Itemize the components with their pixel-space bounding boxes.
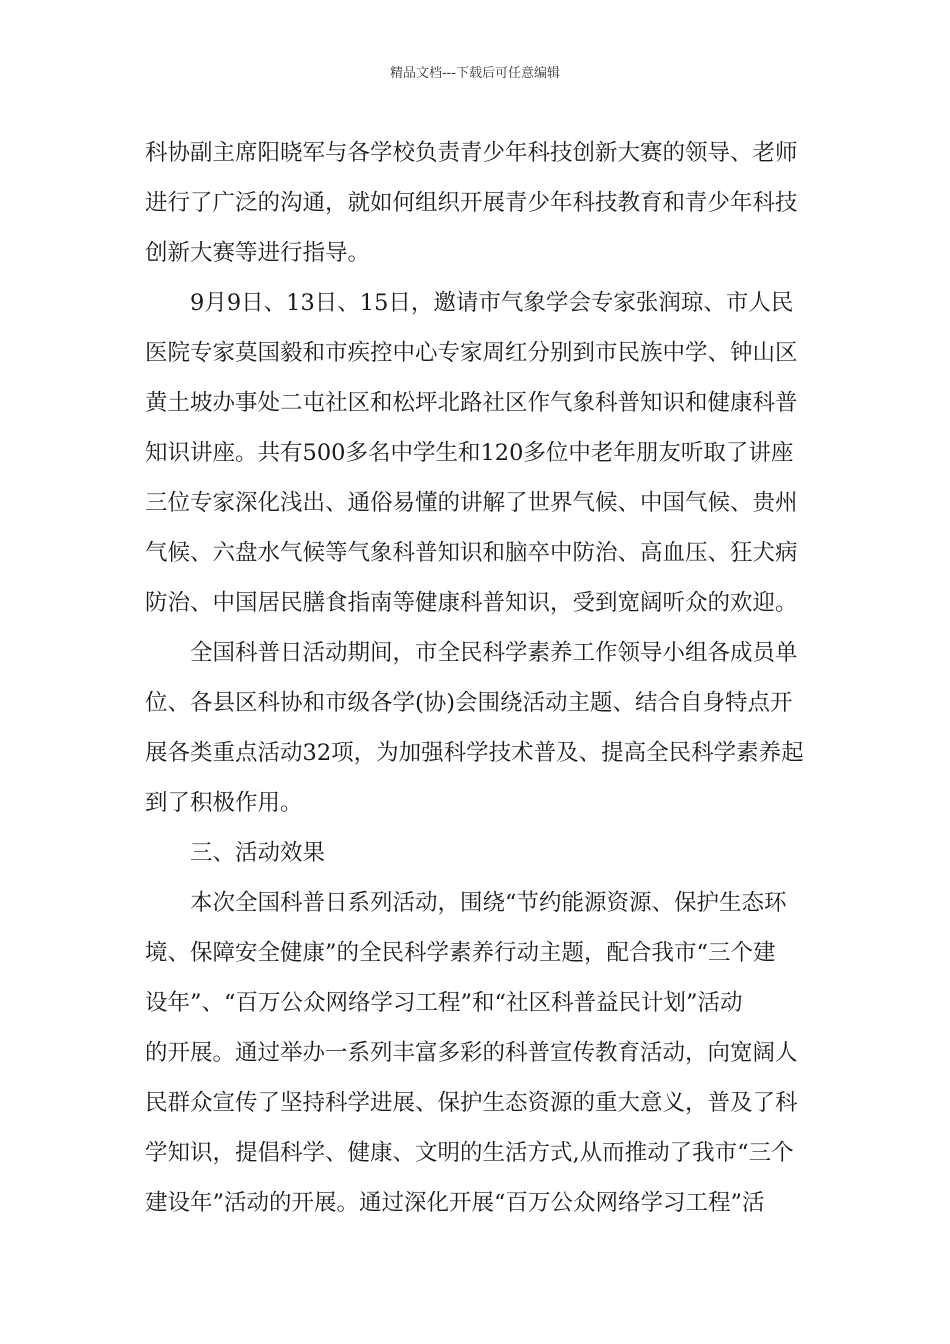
text-line: 学知识，提倡科学、健康、文明的生活方式,从而推动了我市“三个 — [145, 1140, 794, 1166]
text-line: 本次全国科普日系列活动，围绕“节约能源资源、保护生态环 — [190, 890, 787, 916]
text-line: 民群众宣传了坚持科学进展、保护生态资源的重大意义，普及了科 — [145, 1090, 798, 1116]
text-line: 黄土坡办事处二屯社区和松坪北路社区作气象科普知识和健康科普 — [145, 390, 798, 416]
page-header: 精品文档---下载后可任意编辑 — [389, 66, 561, 81]
text-line: 全国科普日活动期间，市全民科学素养工作领导小组各成员单 — [190, 640, 798, 666]
text-line: 三位专家深化浅出、通俗易懂的讲解了世界气候、中国气候、贵州 — [145, 490, 798, 516]
text-line: 防治、中国居民膳食指南等健康科普知识，受到宽阔听众的欢迎。 — [145, 590, 798, 616]
text-line: 创新大赛等进行指导。 — [145, 240, 371, 266]
text-line: 设年”、“百万公众网络学习工程”和“社区科普益民计划”活动 — [145, 990, 743, 1016]
text-line: 建设年”活动的开展。通过深化开展“百万公众网络学习工程”活 — [145, 1190, 765, 1216]
text-line: 知识讲座。共有500多名中学生和120多位中老年朋友听取了讲座 — [145, 440, 794, 466]
text-line: 到了积极作用。 — [145, 790, 303, 816]
document-body — [145, 128, 810, 1228]
text-line: 位、各县区科协和市级各学(协)会围绕活动主题、结合自身特点开 — [145, 690, 793, 716]
text-line: 三、活动效果 — [190, 840, 326, 866]
text-line: 进行了广泛的沟通，就如何组织开展青少年科技教育和青少年科技 — [145, 190, 798, 216]
text-line: 科协副主席阳晓军与各学校负责青少年科技创新大赛的领导、老师 — [145, 140, 798, 166]
text-line: 气候、六盘水气候等气象科普知识和脑卒中防治、高血压、狂犬病 — [145, 540, 798, 566]
text-line: 境、保障安全健康”的全民科学素养行动主题，配合我市“三个建 — [145, 940, 776, 966]
text-line: 的开展。通过举办一系列丰富多彩的科普宣传教育活动，向宽阔人 — [145, 1040, 798, 1066]
text-line: 医院专家莫国毅和市疾控中心专家周红分别到市民族中学、钟山区 — [145, 340, 798, 366]
text-line: 展各类重点活动32项，为加强科学技术普及、提高全民科学素养起 — [145, 740, 804, 766]
text-line: 9月9日、13日、15日，邀请市气象学会专家张润琼、市人民 — [190, 290, 794, 316]
